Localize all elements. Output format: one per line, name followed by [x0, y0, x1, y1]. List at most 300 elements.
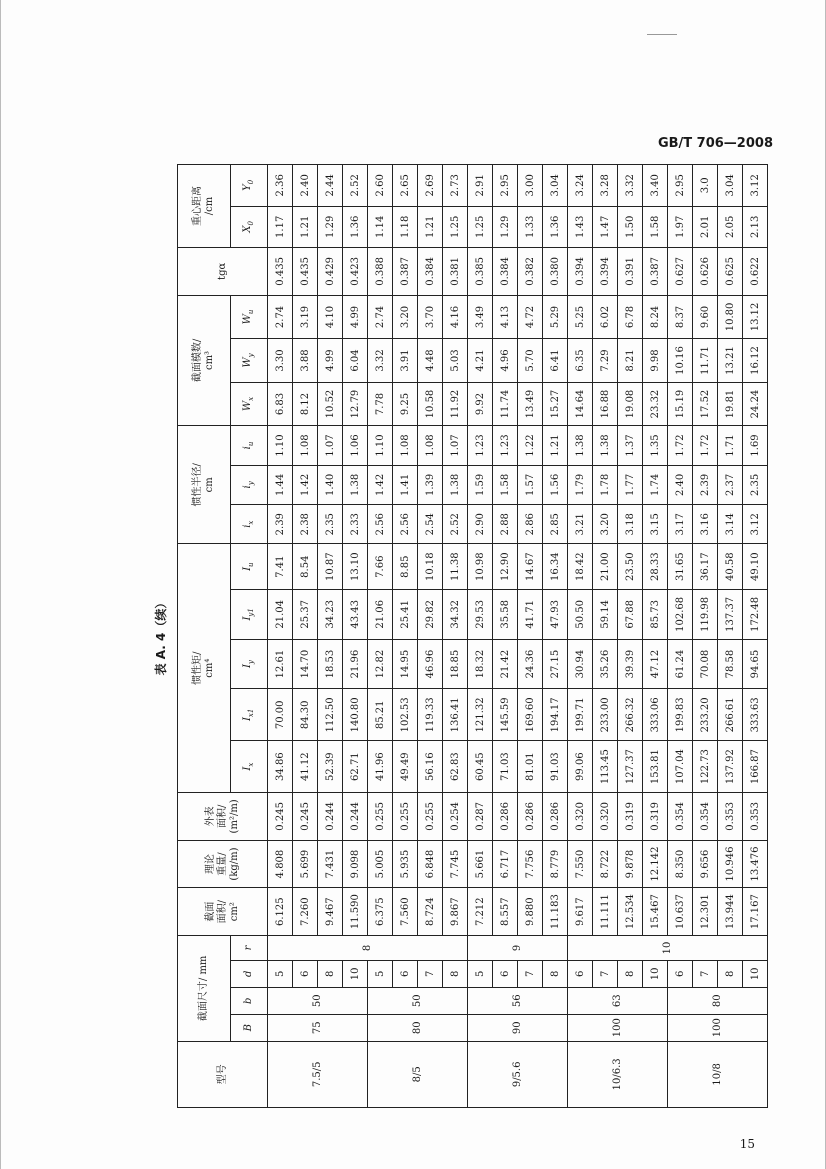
cell-Ix1: 145.59 [493, 689, 518, 741]
cell-d: 6 [493, 960, 518, 987]
cell-Wu: 5.25 [568, 295, 593, 339]
cell-w: 8.350 [668, 840, 693, 888]
cell-model: 10/8 [668, 1041, 768, 1107]
cell-Iy1: 21.06 [368, 589, 393, 639]
cell-d: 5 [468, 960, 493, 987]
cell-Ix1: 266.32 [618, 689, 643, 741]
cell-Wu: 6.02 [593, 295, 618, 339]
cell-Iy1: 43.43 [343, 589, 368, 639]
cell-Iy1: 29.82 [418, 589, 443, 639]
cell-Wu: 4.99 [343, 295, 368, 339]
table-row [743, 165, 768, 1108]
table-row [593, 165, 618, 1108]
cell-area: 11.183 [543, 888, 568, 936]
cell-Iy: 12.61 [268, 639, 293, 689]
cell-Wx: 14.64 [568, 382, 593, 426]
table-body [268, 165, 768, 1108]
table-title: 表 A. 4（续） [154, 596, 168, 676]
cell-ix: 2.85 [543, 505, 568, 544]
cell-Ix: 127.37 [618, 741, 643, 793]
cell-tg: 0.435 [293, 248, 318, 296]
cell-Ix1: 84.30 [293, 689, 318, 741]
cell-d: 8 [618, 960, 643, 987]
cell-Ix1: 199.83 [668, 689, 693, 741]
cell-ix: 2.88 [493, 505, 518, 544]
cell-b: 63 [568, 987, 668, 1014]
cell-Ix1: 119.33 [418, 689, 443, 741]
cell-Iu: 13.10 [343, 544, 368, 590]
cell-w: 7.431 [318, 840, 343, 888]
cell-Wx: 13.49 [518, 382, 543, 426]
cell-B: 100 [568, 1014, 668, 1041]
col-Ix: $I_x$ [231, 741, 268, 793]
cell-X0: 1.29 [318, 206, 343, 247]
cell-area: 6.375 [368, 888, 393, 936]
cell-s: 0.353 [743, 793, 768, 841]
cell-tg: 0.627 [668, 248, 693, 296]
cell-Ix: 52.39 [318, 741, 343, 793]
cell-d: 7 [418, 960, 443, 987]
cell-Wu: 4.16 [443, 295, 468, 339]
cell-Iy: 14.95 [393, 639, 418, 689]
cell-Wy: 10.16 [668, 339, 693, 383]
col-Iy: $I_y$ [231, 639, 268, 689]
cell-X0: 2.01 [693, 206, 718, 247]
cell-Ix: 62.83 [443, 741, 468, 793]
cell-s: 0.255 [418, 793, 443, 841]
cell-Iu: 11.38 [443, 544, 468, 590]
cell-area: 15.467 [643, 888, 668, 936]
col-X0: $X_0$ [231, 206, 268, 247]
cell-tg: 0.625 [718, 248, 743, 296]
cell-Ix: 99.06 [568, 741, 593, 793]
cell-Iy: 21.96 [343, 639, 368, 689]
cell-iu: 1.37 [618, 426, 643, 465]
cell-Y0: 2.40 [293, 165, 318, 207]
cell-Wx: 7.78 [368, 382, 393, 426]
cell-d: 10 [343, 960, 368, 987]
cell-Iu: 36.17 [693, 544, 718, 590]
cell-b: 50 [368, 987, 468, 1014]
cell-ix: 3.18 [618, 505, 643, 544]
cell-Ix1: 121.32 [468, 689, 493, 741]
cell-model: 8/5 [368, 1041, 468, 1107]
cell-s: 0.354 [693, 793, 718, 841]
cell-Iu: 8.85 [393, 544, 418, 590]
cell-s: 0.244 [318, 793, 343, 841]
cell-s: 0.320 [568, 793, 593, 841]
cell-s: 0.255 [368, 793, 393, 841]
cell-Y0: 2.36 [268, 165, 293, 207]
cell-tg: 0.435 [268, 248, 293, 296]
cell-ix: 2.52 [443, 505, 468, 544]
cell-Ix: 49.49 [393, 741, 418, 793]
cell-Wy: 8.21 [618, 339, 643, 383]
cell-w: 12.142 [643, 840, 668, 888]
cell-d: 6 [668, 960, 693, 987]
cell-X0: 1.17 [268, 206, 293, 247]
col-b: b [231, 987, 268, 1014]
cell-tg: 0.423 [343, 248, 368, 296]
cell-ix: 2.33 [343, 505, 368, 544]
cell-iu: 1.38 [568, 426, 593, 465]
cell-d: 8 [543, 960, 568, 987]
cell-w: 5.005 [368, 840, 393, 888]
cell-Wu: 2.74 [268, 295, 293, 339]
cell-Wu: 5.29 [543, 295, 568, 339]
cell-model: 10/6.3 [568, 1041, 668, 1107]
cell-area: 9.867 [443, 888, 468, 936]
corner-mark [647, 34, 677, 35]
cell-Iy: 30.94 [568, 639, 593, 689]
cell-s: 0.244 [343, 793, 368, 841]
table-row [568, 165, 593, 1108]
cell-Iu: 7.41 [268, 544, 293, 590]
cell-w: 5.699 [293, 840, 318, 888]
cell-X0: 1.18 [393, 206, 418, 247]
cell-iy: 1.39 [418, 465, 443, 504]
cell-Wu: 8.24 [643, 295, 668, 339]
cell-ix: 3.17 [668, 505, 693, 544]
col-iu: $i_u$ [231, 426, 268, 465]
cell-Ix1: 233.00 [593, 689, 618, 741]
cell-iy: 2.37 [718, 465, 743, 504]
table-row [518, 165, 543, 1108]
cell-tg: 0.385 [468, 248, 493, 296]
cell-X0: 1.58 [643, 206, 668, 247]
col-surface: 外表 面积/ (m²/m) [178, 793, 268, 841]
cell-b: 80 [668, 987, 768, 1014]
cell-iy: 1.40 [318, 465, 343, 504]
cell-Iy: 18.32 [468, 639, 493, 689]
cell-B: 90 [468, 1014, 568, 1041]
cell-s: 0.286 [493, 793, 518, 841]
col-area: 截面 面积/ cm² [178, 888, 268, 936]
cell-Wu: 4.13 [493, 295, 518, 339]
cell-iu: 1.10 [268, 426, 293, 465]
cell-w: 8.722 [593, 840, 618, 888]
cell-Iy1: 137.37 [718, 589, 743, 639]
cell-tg: 0.394 [568, 248, 593, 296]
cell-d: 7 [693, 960, 718, 987]
cell-Iu: 49.10 [743, 544, 768, 590]
cell-tg: 0.384 [418, 248, 443, 296]
cell-Y0: 2.95 [668, 165, 693, 207]
cell-Ix: 34.86 [268, 741, 293, 793]
col-Iy1: $I_{y1}$ [231, 589, 268, 639]
cell-b: 56 [468, 987, 568, 1014]
cell-area: 9.467 [318, 888, 343, 936]
cell-w: 7.550 [568, 840, 593, 888]
cell-Y0: 3.40 [643, 165, 668, 207]
cell-Iu: 18.42 [568, 544, 593, 590]
cell-Wy: 16.12 [743, 339, 768, 383]
cell-tg: 0.429 [318, 248, 343, 296]
cell-Wu: 2.74 [368, 295, 393, 339]
cell-Iy1: 59.14 [593, 589, 618, 639]
cell-Iy: 24.36 [518, 639, 543, 689]
cell-Wx: 19.81 [718, 382, 743, 426]
cell-Wy: 6.04 [343, 339, 368, 383]
cell-Wx: 9.92 [468, 382, 493, 426]
cell-iy: 1.74 [643, 465, 668, 504]
cell-iu: 1.23 [468, 426, 493, 465]
steel-angle-table [177, 164, 768, 1108]
cell-Iy: 39.39 [618, 639, 643, 689]
cell-X0: 1.25 [468, 206, 493, 247]
cell-Wx: 15.27 [543, 382, 568, 426]
cell-Wy: 6.35 [568, 339, 593, 383]
cell-d: 5 [268, 960, 293, 987]
cell-iy: 1.38 [343, 465, 368, 504]
cell-Ix: 137.92 [718, 741, 743, 793]
cell-w: 7.756 [518, 840, 543, 888]
rotated-table-area [151, 164, 771, 1108]
cell-Wx: 11.92 [443, 382, 468, 426]
cell-Iu: 8.54 [293, 544, 318, 590]
cell-Iu: 10.98 [468, 544, 493, 590]
cell-area: 7.560 [393, 888, 418, 936]
cell-w: 6.717 [493, 840, 518, 888]
table-row [293, 165, 318, 1108]
cell-Ix1: 85.21 [368, 689, 393, 741]
cell-Wy: 3.91 [393, 339, 418, 383]
cell-w: 9.878 [618, 840, 643, 888]
table-row [618, 165, 643, 1108]
cell-iy: 1.38 [443, 465, 468, 504]
cell-iy: 2.40 [668, 465, 693, 504]
cell-Wy: 3.30 [268, 339, 293, 383]
cell-d: 6 [293, 960, 318, 987]
cell-iy: 1.56 [543, 465, 568, 504]
cell-Wx: 16.88 [593, 382, 618, 426]
col-Wx: $W_x$ [231, 382, 268, 426]
table-row [468, 165, 493, 1108]
cell-area: 12.534 [618, 888, 643, 936]
cell-Ix: 91.03 [543, 741, 568, 793]
cell-Iy1: 102.68 [668, 589, 693, 639]
cell-iu: 1.08 [418, 426, 443, 465]
cell-Iu: 28.33 [643, 544, 668, 590]
cell-area: 10.637 [668, 888, 693, 936]
cell-Y0: 3.12 [743, 165, 768, 207]
cell-w: 5.935 [393, 840, 418, 888]
cell-tg: 0.388 [368, 248, 393, 296]
cell-r: 8 [268, 936, 468, 961]
cell-iy: 1.42 [293, 465, 318, 504]
cell-ix: 2.86 [518, 505, 543, 544]
cell-tg: 0.391 [618, 248, 643, 296]
cell-s: 0.354 [668, 793, 693, 841]
cell-s: 0.319 [618, 793, 643, 841]
cell-Iy: 47.12 [643, 639, 668, 689]
cell-model: 9/5.6 [468, 1041, 568, 1107]
cell-Ix1: 169.60 [518, 689, 543, 741]
cell-ix: 2.38 [293, 505, 318, 544]
cell-tg: 0.626 [693, 248, 718, 296]
cell-s: 0.319 [643, 793, 668, 841]
cell-Y0: 2.69 [418, 165, 443, 207]
col-d: d [231, 960, 268, 987]
col-r: r [231, 936, 268, 961]
cell-Iy1: 67.88 [618, 589, 643, 639]
cell-Iu: 21.00 [593, 544, 618, 590]
cell-Wx: 24.24 [743, 382, 768, 426]
cell-X0: 1.47 [593, 206, 618, 247]
table-row [343, 165, 368, 1108]
cell-Ix: 166.87 [743, 741, 768, 793]
cell-Wx: 12.79 [343, 382, 368, 426]
cell-Wx: 19.08 [618, 382, 643, 426]
cell-s: 0.353 [718, 793, 743, 841]
cell-area: 6.125 [268, 888, 293, 936]
col-section-size: 截面尺寸/ mm [178, 936, 231, 1042]
table-row [393, 165, 418, 1108]
cell-iy: 1.79 [568, 465, 593, 504]
cell-Iy1: 119.98 [693, 589, 718, 639]
cell-iy: 1.44 [268, 465, 293, 504]
cell-Wy: 4.99 [318, 339, 343, 383]
cell-iy: 1.41 [393, 465, 418, 504]
cell-Ix: 60.45 [468, 741, 493, 793]
cell-Y0: 2.73 [443, 165, 468, 207]
cell-Iu: 40.58 [718, 544, 743, 590]
cell-iu: 1.06 [343, 426, 368, 465]
cell-area: 8.557 [493, 888, 518, 936]
cell-Iu: 7.66 [368, 544, 393, 590]
cell-Wx: 10.58 [418, 382, 443, 426]
cell-tg: 0.382 [518, 248, 543, 296]
cell-s: 0.286 [543, 793, 568, 841]
cell-area: 13.944 [718, 888, 743, 936]
cell-area: 11.111 [593, 888, 618, 936]
cell-Ix: 41.96 [368, 741, 393, 793]
cell-ix: 2.56 [368, 505, 393, 544]
table-row [493, 165, 518, 1108]
cell-w: 4.808 [268, 840, 293, 888]
cell-X0: 2.05 [718, 206, 743, 247]
cell-s: 0.255 [393, 793, 418, 841]
cell-iy: 1.42 [368, 465, 393, 504]
cell-X0: 1.97 [668, 206, 693, 247]
cell-Iy: 46.96 [418, 639, 443, 689]
cell-Iy1: 35.58 [493, 589, 518, 639]
cell-d: 6 [568, 960, 593, 987]
cell-ix: 2.90 [468, 505, 493, 544]
cell-ix: 3.16 [693, 505, 718, 544]
col-modulus: 截面模数/ cm³ [178, 295, 231, 426]
cell-Ix1: 194.17 [543, 689, 568, 741]
cell-Wx: 11.74 [493, 382, 518, 426]
cell-Y0: 3.0 [693, 165, 718, 207]
cell-X0: 1.29 [493, 206, 518, 247]
cell-iu: 1.23 [493, 426, 518, 465]
cell-tg: 0.622 [743, 248, 768, 296]
cell-Wu: 4.10 [318, 295, 343, 339]
cell-iy: 2.35 [743, 465, 768, 504]
table-row [718, 165, 743, 1108]
table-row [668, 165, 693, 1108]
cell-iu: 1.35 [643, 426, 668, 465]
cell-w: 10.946 [718, 840, 743, 888]
cell-Ix1: 140.80 [343, 689, 368, 741]
cell-iu: 1.07 [443, 426, 468, 465]
cell-iu: 1.72 [693, 426, 718, 465]
cell-Y0: 2.65 [393, 165, 418, 207]
cell-w: 5.661 [468, 840, 493, 888]
table-row [268, 165, 293, 1108]
cell-Wu: 8.37 [668, 295, 693, 339]
table-row [643, 165, 668, 1108]
cell-X0: 1.21 [418, 206, 443, 247]
cell-iu: 1.38 [593, 426, 618, 465]
cell-Ix1: 70.00 [268, 689, 293, 741]
cell-Iy1: 25.41 [393, 589, 418, 639]
cell-d: 8 [318, 960, 343, 987]
cell-iy: 1.78 [593, 465, 618, 504]
cell-Iy1: 25.37 [293, 589, 318, 639]
cell-r: 9 [468, 936, 568, 961]
cell-tg: 0.387 [393, 248, 418, 296]
cell-Ix1: 112.50 [318, 689, 343, 741]
cell-Wx: 9.25 [393, 382, 418, 426]
cell-Iu: 23.50 [618, 544, 643, 590]
cell-B: 75 [268, 1014, 368, 1041]
col-tga: tgα [178, 248, 268, 296]
cell-d: 10 [743, 960, 768, 987]
cell-Iy1: 50.50 [568, 589, 593, 639]
table-row [443, 165, 468, 1108]
cell-Wx: 17.52 [693, 382, 718, 426]
cell-Iy: 78.58 [718, 639, 743, 689]
cell-tg: 0.381 [443, 248, 468, 296]
cell-Ix: 56.16 [418, 741, 443, 793]
cell-Iy: 21.42 [493, 639, 518, 689]
cell-d: 6 [393, 960, 418, 987]
cell-B: 80 [368, 1014, 468, 1041]
cell-Iy1: 34.32 [443, 589, 468, 639]
cell-s: 0.245 [268, 793, 293, 841]
cell-Wy: 5.03 [443, 339, 468, 383]
cell-Wy: 3.88 [293, 339, 318, 383]
cell-d: 8 [443, 960, 468, 987]
cell-Wy: 4.21 [468, 339, 493, 383]
col-Wu: $W_u$ [231, 295, 268, 339]
cell-s: 0.254 [443, 793, 468, 841]
table-row [543, 165, 568, 1108]
cell-Wy: 3.32 [368, 339, 393, 383]
cell-Wx: 8.12 [293, 382, 318, 426]
page-number: 15 [739, 1137, 755, 1151]
col-iy: $i_y$ [231, 465, 268, 504]
cell-Iy1: 172.48 [743, 589, 768, 639]
cell-iu: 1.08 [393, 426, 418, 465]
cell-tg: 0.387 [643, 248, 668, 296]
cell-ix: 2.35 [318, 505, 343, 544]
cell-Wy: 7.29 [593, 339, 618, 383]
cell-iu: 1.71 [718, 426, 743, 465]
cell-ix: 3.20 [593, 505, 618, 544]
cell-Ix: 71.03 [493, 741, 518, 793]
cell-area: 12.301 [693, 888, 718, 936]
table-row [418, 165, 443, 1108]
cell-area: 9.617 [568, 888, 593, 936]
cell-area: 11.590 [343, 888, 368, 936]
cell-iy: 1.57 [518, 465, 543, 504]
cell-Y0: 2.52 [343, 165, 368, 207]
cell-Y0: 3.32 [618, 165, 643, 207]
col-model: 型号 [178, 1041, 268, 1107]
